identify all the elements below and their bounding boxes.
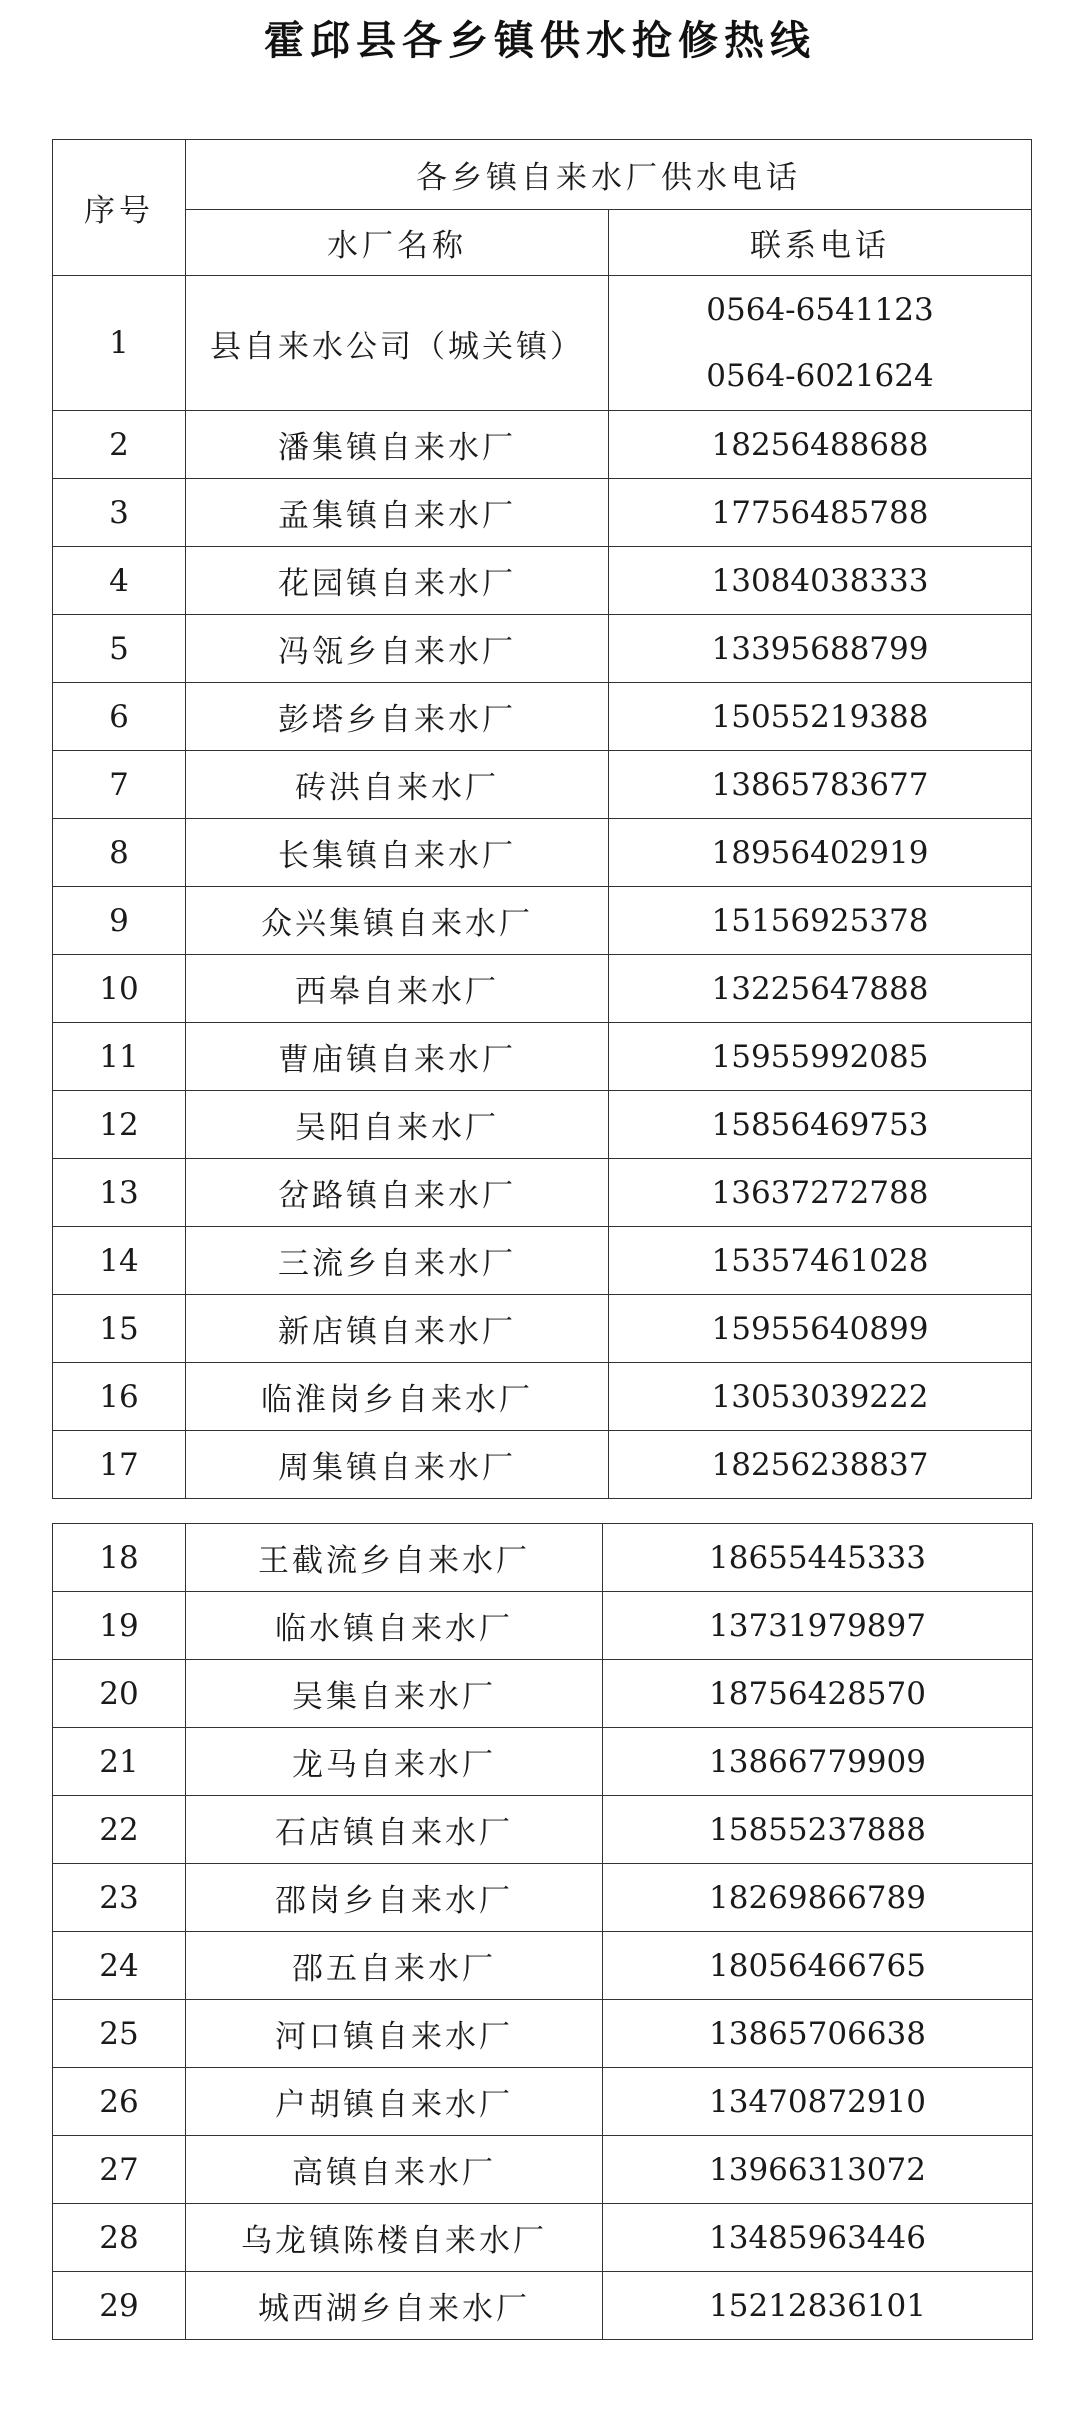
row-index: 4 xyxy=(53,547,186,615)
row-index: 24 xyxy=(53,1932,186,2000)
contact-phone: 13395688799 xyxy=(711,630,929,667)
table-row xyxy=(53,2136,1033,2204)
contact-phone-cell xyxy=(609,1227,1032,1295)
water-plant-name: 周集镇自来水厂 xyxy=(186,1431,609,1499)
table-row xyxy=(53,751,1032,819)
table-row xyxy=(53,1728,1033,1796)
water-plant-name: 砖洪自来水厂 xyxy=(186,751,609,819)
contact-phone-cell xyxy=(609,751,1032,819)
table-row xyxy=(53,2068,1033,2136)
table-row xyxy=(53,547,1032,615)
table-row xyxy=(53,1295,1032,1363)
row-index: 9 xyxy=(53,887,186,955)
contact-phone-cell xyxy=(603,1524,1033,1592)
contact-phone: 17756485788 xyxy=(711,494,929,531)
contact-phone-cell xyxy=(609,479,1032,547)
contact-phone: 15955992085 xyxy=(711,1038,929,1075)
contact-phone-cell xyxy=(603,1932,1033,2000)
contact-phone: 18756428570 xyxy=(709,1675,926,1712)
table-row xyxy=(53,683,1032,751)
contact-phone-cell xyxy=(603,2272,1033,2340)
table-row xyxy=(53,411,1032,479)
table-row xyxy=(53,479,1032,547)
table-row xyxy=(53,2204,1033,2272)
row-index: 22 xyxy=(53,1796,186,1864)
contact-phone-cell xyxy=(609,1295,1032,1363)
contact-phone: 13866779909 xyxy=(709,1743,926,1780)
table-row xyxy=(53,1592,1033,1660)
water-plant-name: 王截流乡自来水厂 xyxy=(186,1524,603,1592)
contact-phone: 13731979897 xyxy=(709,1607,926,1644)
row-index: 1 xyxy=(53,276,186,411)
contact-phone: 0564-6021624 xyxy=(706,358,934,394)
contact-phone: 15156925378 xyxy=(711,902,929,939)
row-index: 7 xyxy=(53,751,186,819)
contact-phone-cell xyxy=(603,1728,1033,1796)
row-index: 20 xyxy=(53,1660,186,1728)
contact-phone-cell xyxy=(609,615,1032,683)
contact-phone: 13084038333 xyxy=(711,562,929,599)
table-row xyxy=(53,1227,1032,1295)
row-index: 28 xyxy=(53,2204,186,2272)
contact-phone-cell xyxy=(609,276,1032,411)
column-header-name: 水厂名称 xyxy=(186,210,609,276)
contact-phone-cell xyxy=(609,547,1032,615)
contact-phone: 18655445333 xyxy=(709,1539,926,1576)
table-row xyxy=(53,955,1032,1023)
table-row xyxy=(53,1363,1032,1431)
contact-phone-cell xyxy=(603,1660,1033,1728)
contact-phone-cell xyxy=(609,1431,1032,1499)
water-plant-name: 龙马自来水厂 xyxy=(186,1728,603,1796)
table-row xyxy=(53,1159,1032,1227)
contact-phone-cell xyxy=(609,683,1032,751)
water-plant-name: 城西湖乡自来水厂 xyxy=(186,2272,603,2340)
table-row xyxy=(53,1091,1032,1159)
contact-phone-cell xyxy=(609,955,1032,1023)
row-index: 13 xyxy=(53,1159,186,1227)
contact-phone: 18256488688 xyxy=(711,426,929,463)
row-index: 23 xyxy=(53,1864,186,1932)
table-row xyxy=(53,2272,1033,2340)
water-plant-name: 户胡镇自来水厂 xyxy=(186,2068,603,2136)
water-plant-name: 长集镇自来水厂 xyxy=(186,819,609,887)
water-plant-name: 吴阳自来水厂 xyxy=(186,1091,609,1159)
row-index: 29 xyxy=(53,2272,186,2340)
contact-phone: 18956402919 xyxy=(711,834,929,871)
table-row xyxy=(53,1864,1033,1932)
contact-phone-cell xyxy=(603,2204,1033,2272)
contact-phone-cell xyxy=(603,1864,1033,1932)
row-index: 3 xyxy=(53,479,186,547)
contact-phone: 0564-6541123 xyxy=(706,292,934,328)
contact-phone: 15055219388 xyxy=(711,698,929,735)
contact-phone-cell xyxy=(609,819,1032,887)
row-index: 10 xyxy=(53,955,186,1023)
water-plant-name: 邵岗乡自来水厂 xyxy=(186,1864,603,1932)
column-header-phone: 联系电话 xyxy=(609,210,1032,276)
contact-phone: 15955640899 xyxy=(711,1310,929,1347)
table-row xyxy=(53,1524,1033,1592)
water-plant-name: 岔路镇自来水厂 xyxy=(186,1159,609,1227)
water-plant-name: 高镇自来水厂 xyxy=(186,2136,603,2204)
contact-phone: 13865706638 xyxy=(709,2015,926,2052)
row-index: 2 xyxy=(53,411,186,479)
row-index: 12 xyxy=(53,1091,186,1159)
water-plant-name: 冯瓴乡自来水厂 xyxy=(186,615,609,683)
row-index: 27 xyxy=(53,2136,186,2204)
water-plant-name: 曹庙镇自来水厂 xyxy=(186,1023,609,1091)
hotline-table-body-1 xyxy=(53,140,1032,1499)
water-plant-name: 花园镇自来水厂 xyxy=(186,547,609,615)
contact-phone-cell xyxy=(603,2068,1033,2136)
water-plant-name: 县自来水公司（城关镇） xyxy=(186,276,609,411)
table-header-row-1 xyxy=(53,140,1032,210)
page-title: 霍邱县各乡镇供水抢修热线 xyxy=(264,18,816,64)
water-plant-name: 临水镇自来水厂 xyxy=(186,1592,603,1660)
contact-phone: 13470872910 xyxy=(709,2083,926,2120)
contact-phone-cell xyxy=(603,2000,1033,2068)
contact-phone-cell xyxy=(609,1159,1032,1227)
hotline-table-part-2 xyxy=(52,1523,1033,2340)
contact-phone-cell xyxy=(609,1363,1032,1431)
table-row xyxy=(53,615,1032,683)
water-plant-name: 众兴集镇自来水厂 xyxy=(186,887,609,955)
water-plant-name: 河口镇自来水厂 xyxy=(186,2000,603,2068)
hotline-table-part-1 xyxy=(52,139,1032,1499)
row-index: 8 xyxy=(53,819,186,887)
contact-phone: 18269866789 xyxy=(709,1879,926,1916)
hotline-table-body-2 xyxy=(53,1524,1033,2340)
contact-phone: 13637272788 xyxy=(711,1174,929,1211)
contact-phone: 18056466765 xyxy=(709,1947,926,1984)
table-header-row-2 xyxy=(53,210,1032,276)
row-index: 19 xyxy=(53,1592,186,1660)
row-index: 6 xyxy=(53,683,186,751)
row-index: 14 xyxy=(53,1227,186,1295)
contact-phone-cell xyxy=(609,887,1032,955)
water-plant-name: 潘集镇自来水厂 xyxy=(186,411,609,479)
water-plant-name: 临淮岗乡自来水厂 xyxy=(186,1363,609,1431)
column-header-index: 序号 xyxy=(53,140,186,276)
contact-phone-cell xyxy=(603,1592,1033,1660)
row-index: 15 xyxy=(53,1295,186,1363)
table-row xyxy=(53,1660,1033,1728)
contact-phone: 13966313072 xyxy=(709,2151,926,2188)
water-plant-name: 西皋自来水厂 xyxy=(186,955,609,1023)
table-row xyxy=(53,1431,1032,1499)
water-plant-name: 邵五自来水厂 xyxy=(186,1932,603,2000)
water-plant-name: 新店镇自来水厂 xyxy=(186,1295,609,1363)
contact-phone: 15855237888 xyxy=(709,1811,926,1848)
contact-phone-cell xyxy=(603,1796,1033,1864)
contact-phone-cell xyxy=(609,411,1032,479)
row-index: 18 xyxy=(53,1524,186,1592)
contact-phone: 15357461028 xyxy=(711,1242,929,1279)
table-row xyxy=(53,887,1032,955)
row-index: 5 xyxy=(53,615,186,683)
contact-phone: 13485963446 xyxy=(709,2219,926,2256)
row-index: 25 xyxy=(53,2000,186,2068)
contact-phone-cell xyxy=(603,2136,1033,2204)
contact-phone-cell xyxy=(609,1091,1032,1159)
table-row xyxy=(53,276,1032,411)
contact-phone: 18256238837 xyxy=(711,1446,929,1483)
contact-phone-cell xyxy=(609,1023,1032,1091)
table-row xyxy=(53,2000,1033,2068)
contact-phone: 13865783677 xyxy=(711,766,929,803)
row-index: 17 xyxy=(53,1431,186,1499)
contact-phone: 13225647888 xyxy=(711,970,929,1007)
row-index: 16 xyxy=(53,1363,186,1431)
row-index: 26 xyxy=(53,2068,186,2136)
water-plant-name: 孟集镇自来水厂 xyxy=(186,479,609,547)
row-index: 11 xyxy=(53,1023,186,1091)
row-index: 21 xyxy=(53,1728,186,1796)
table-row xyxy=(53,1932,1033,2000)
contact-phone: 15856469753 xyxy=(711,1106,929,1143)
water-plant-name: 石店镇自来水厂 xyxy=(186,1796,603,1864)
water-plant-name: 三流乡自来水厂 xyxy=(186,1227,609,1295)
table-row xyxy=(53,1023,1032,1091)
table-row xyxy=(53,819,1032,887)
column-group-header: 各乡镇自来水厂供水电话 xyxy=(186,140,1032,210)
contact-phone: 13053039222 xyxy=(711,1378,929,1415)
water-plant-name: 吴集自来水厂 xyxy=(186,1660,603,1728)
contact-phone: 15212836101 xyxy=(709,2287,926,2324)
water-plant-name: 彭塔乡自来水厂 xyxy=(186,683,609,751)
table-row xyxy=(53,1796,1033,1864)
water-plant-name: 乌龙镇陈楼自来水厂 xyxy=(186,2204,603,2272)
